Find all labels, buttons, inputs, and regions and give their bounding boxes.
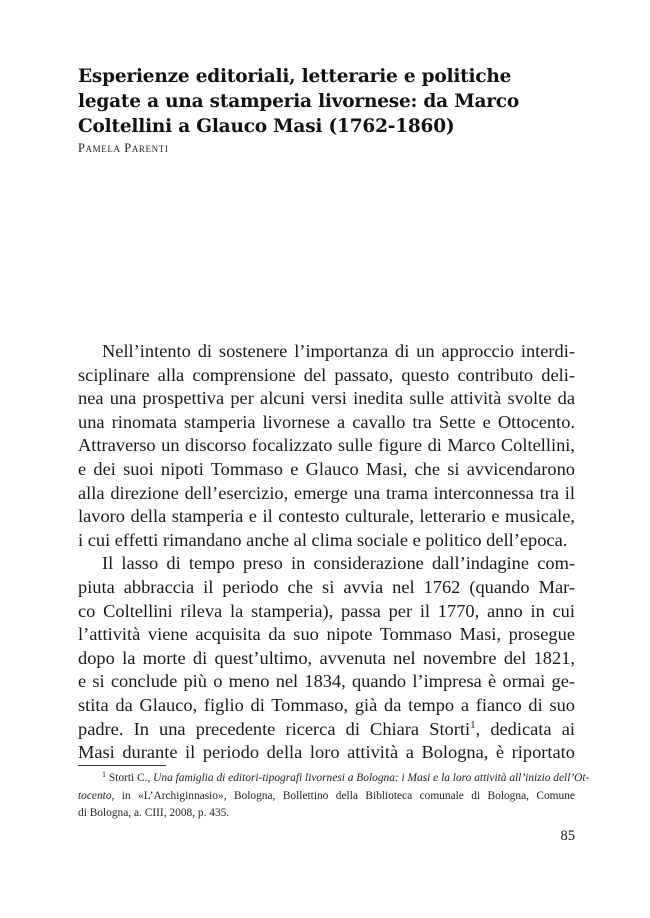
footnote-title: tocento <box>78 789 112 802</box>
body-line: Il lasso di tempo preso in considerazione dall’indagine com- <box>102 553 575 574</box>
title-line: Coltellini a Glauco Masi (1762-1860) <box>78 116 455 137</box>
body-line: Attraverso un discorso focalizzato sulle figure di Marco Coltellini, <box>78 435 575 456</box>
footnote <box>78 770 590 823</box>
body-line: Nell’intento di sostenere l’importanza di un approccio interdi- <box>102 341 575 361</box>
body-line: alla direzione dell’esercizio, emerge una trama interconnessa tra il <box>78 482 575 503</box>
page-number: 85 <box>560 828 575 844</box>
footnote-text: , in «L’Archiginnasio», Bologna, Bollettino della Biblioteca comunale di Bologna, Comune <box>111 789 575 802</box>
footnote-title: Una famiglia di editori-tipografi livornesi a Bologna: i Masi e la loro attività all’inizio dell’Ot- <box>153 772 590 784</box>
body-line: piuta abbraccia il periodo che si avvia nel 1762 (quando Mar- <box>78 576 575 597</box>
footnote-line <box>78 770 590 788</box>
body-text <box>78 340 575 765</box>
title-line: Esperienze editoriali, letterarie e politiche <box>78 66 512 87</box>
body-line: stita da Glauco, figlio di Tommaso, già da tempo a fianco di suo <box>78 694 575 715</box>
body-line-text: padre. In una precedente ricerca di Chiara Storti <box>78 718 471 739</box>
footnote-line: di Bologna, a. CIII, 2008, p. 435. <box>78 807 230 819</box>
footnote-reference[interactable]: 1 <box>470 718 476 731</box>
author-name: Pamela Parenti <box>78 141 169 155</box>
body-line <box>78 718 575 742</box>
body-line: sciplinare alla comprensione del passato, questo contributo deli- <box>78 364 575 385</box>
body-line: Masi durante il periodo della loro attività a Bologna, è riportato <box>78 742 575 763</box>
body-line: i cui effetti rimandano anche al clima sociale e politico dell’epoca. <box>78 529 568 550</box>
body-line: lavoro della stamperia e il contesto culturale, letterario e musicale, <box>78 506 575 527</box>
body-line: una rinomata stamperia livornese a cavallo tra Sette e Ottocento. <box>78 411 575 432</box>
body-line: l’attività viene acquisita da suo nipote Tommaso Masi, prosegue <box>78 624 575 645</box>
footnote-author: Storti C., <box>108 772 154 784</box>
footnote-mark: 1 <box>102 770 106 779</box>
title-line: legate a una stamperia livornese: da Marco <box>78 91 520 112</box>
body-line-text: , dedicata ai <box>475 718 575 739</box>
body-line: e si conclude più o meno nel 1834, quando l’impresa è ormai ge- <box>78 671 575 692</box>
body-line: e dei suoi nipoti Tommaso e Glauco Masi, che si avvicendarono <box>78 458 575 479</box>
body-line: nea una prospettiva per alcuni versi inedita sulle attività svolte da <box>78 388 575 409</box>
article-title <box>78 64 578 139</box>
footnote-line <box>78 788 575 806</box>
body-line: dopo la morte di quest’ultimo, avvenuta nel novembre del 1821, <box>78 647 575 668</box>
footnote-separator <box>78 765 166 766</box>
body-line: co Coltellini rileva la stamperia), passa per il 1770, anno in cui <box>78 600 575 621</box>
